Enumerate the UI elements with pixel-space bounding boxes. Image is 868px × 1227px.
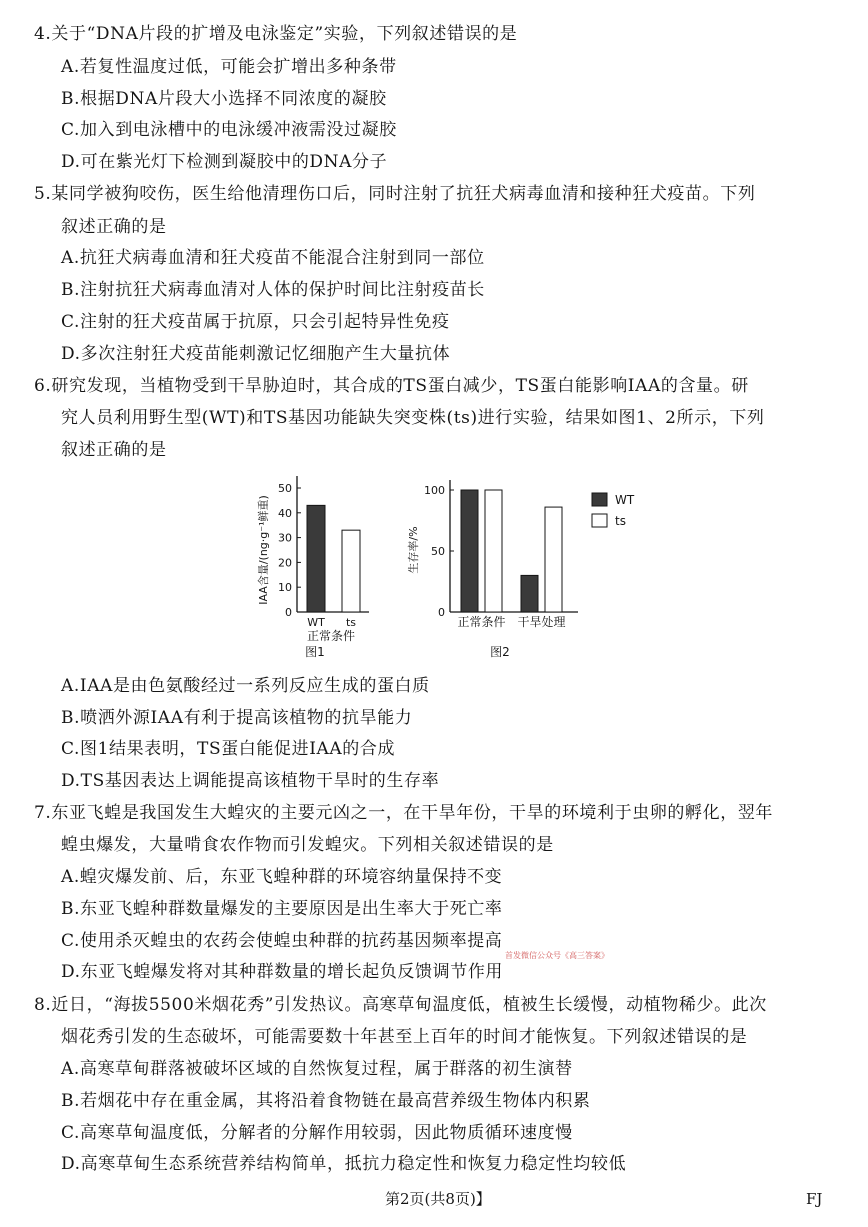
q4-stem: 4.关于“DNA片段的扩增及电泳鉴定”实验，下列叙述错误的是 xyxy=(34,24,518,44)
fig2-y-tick-label: 0 xyxy=(438,606,445,619)
q8-option-d: D.高寒草甸生态系统营养结构简单，抵抗力稳定性和恢复力稳定性均较低 xyxy=(61,1154,627,1174)
q7-stem-line1: 7.东亚飞蝗是我国发生大蝗灾的主要元凶之一，在干旱年份，干旱的环境利于虫卵的孵化，翌年 xyxy=(34,803,774,823)
q6-stem-line3: 叙述正确的是 xyxy=(61,440,167,460)
q6-figures xyxy=(245,468,665,668)
q6-option-d: D.TS基因表达上调能提高该植物干旱时的生存率 xyxy=(61,771,440,791)
fig2-y-tick-label: 100 xyxy=(424,484,445,497)
fig1-y-tick-label: 0 xyxy=(285,606,292,619)
fig1-y-tick-label: 20 xyxy=(278,556,292,570)
q8-stem-line2: 烟花秀引发的生态破坏，可能需要数十年甚至上百年的时间才能恢复。下列叙述错误的是 xyxy=(61,1027,748,1047)
legend-swatch-ts xyxy=(592,514,607,527)
q7-option-c: C.使用杀灭蝗虫的农药会使蝗虫种群的抗药基因频率提高 xyxy=(61,931,503,951)
fig2-caption: 图2 xyxy=(490,645,510,659)
q5-option-a: A.抗狂犬病毒血清和狂犬疫苗不能混合注射到同一部位 xyxy=(61,248,485,268)
legend-label-wt: WT xyxy=(615,493,635,507)
q7-option-d: D.东亚飞蝗爆发将对其种群数量的增长起负反馈调节作用 xyxy=(61,962,504,982)
q4-option-b: B.根据DNA片段大小选择不同浓度的凝胶 xyxy=(61,89,387,109)
fig1-y-tick-label: 10 xyxy=(278,581,292,595)
fig2-bar-ts xyxy=(485,490,502,612)
q4-option-c: C.加入到电泳槽中的电泳缓冲液需没过凝胶 xyxy=(61,120,397,140)
figure-2 xyxy=(406,480,635,659)
fig1-caption: 图1 xyxy=(305,645,325,659)
fig2-category-label: 正常条件 xyxy=(457,615,506,629)
q6-option-b: B.喷洒外源IAA有利于提高该植物的抗旱能力 xyxy=(61,708,413,728)
q4-option-a: A.若复性温度过低，可能会扩增出多种条带 xyxy=(61,57,397,77)
q6-stem-line2: 究人员利用野生型(WT)和TS基因功能缺失突变株(ts)进行实验，结果如图1、2所示，下列 xyxy=(61,408,765,428)
fig1-bar xyxy=(342,530,360,612)
fig2-category-label: 干旱处理 xyxy=(517,615,566,629)
fig1-bar xyxy=(307,505,325,612)
exam-code: FJ xyxy=(806,1190,823,1208)
fig2-bar-ts xyxy=(545,507,562,612)
page-number: 第2页(共8页)】 xyxy=(385,1190,491,1208)
fig1-y-tick-label: 40 xyxy=(278,506,292,520)
legend-label-ts: ts xyxy=(615,514,626,528)
fig1-y-tick-label: 30 xyxy=(278,531,292,545)
q4-option-d: D.可在紫光灯下检测到凝胶中的DNA分子 xyxy=(61,152,388,172)
q7-option-a: A.蝗灾爆发前、后，东亚飞蝗种群的环境容纳量保持不变 xyxy=(61,867,503,887)
legend-swatch-wt xyxy=(592,493,607,506)
q8-option-b: B.若烟花中存在重金属，其将沿着食物链在最高营养级生物体内积累 xyxy=(61,1091,591,1111)
q5-option-d: D.多次注射狂犬疫苗能刺激记忆细胞产生大量抗体 xyxy=(61,344,451,364)
q5-option-c: C.注射的狂犬疫苗属于抗原，只会引起特异性免疫 xyxy=(61,312,450,332)
q6-option-a: A.IAA是由色氨酸经过一系列反应生成的蛋白质 xyxy=(61,676,430,696)
fig2-bar-wt xyxy=(461,490,478,612)
fig1-category-label: WT xyxy=(307,616,325,629)
q5-option-b: B.注射抗狂犬病毒血清对人体的保护时间比注射疫苗长 xyxy=(61,280,485,300)
fig1-y-tick-label: 50 xyxy=(278,482,292,495)
fig1-condition-label: 正常条件 xyxy=(306,629,356,643)
fig2-y-axis-label: 生存率/% xyxy=(407,526,420,574)
q6-stem-line1: 6.研究发现，当植物受到干旱胁迫时，其合成的TS蛋白减少，TS蛋白能影响IAA的含量。研 xyxy=(34,376,749,396)
watermark: 首发微信公众号《高三答案》 xyxy=(505,951,609,960)
fig1-y-axis-label: IAA含量/(ng·g⁻¹鲜重) xyxy=(257,495,270,605)
q8-stem-line1: 8.近日，“海拔5500米烟花秀”引发热议。高寒草甸温度低，植被生长缓慢，动植物稀少。此次 xyxy=(34,995,767,1015)
figure-1 xyxy=(256,476,369,659)
q8-option-a: A.高寒草甸群落被破坏区域的自然恢复过程，属于群落的初生演替 xyxy=(61,1059,573,1079)
q8-option-c: C.高寒草甸温度低，分解者的分解作用较弱，因此物质循环速度慢 xyxy=(61,1123,573,1143)
q7-stem-line2: 蝗虫爆发，大量啃食农作物而引发蝗灾。下列相关叙述错误的是 xyxy=(61,835,554,855)
q5-stem-line2: 叙述正确的是 xyxy=(61,217,167,237)
q7-option-b: B.东亚飞蝗种群数量爆发的主要原因是出生率大于死亡率 xyxy=(61,899,503,919)
q5-stem-line1: 5.某同学被狗咬伤，医生给他清理伤口后，同时注射了抗狂犬病毒血清和接种狂犬疫苗。下列 xyxy=(34,184,756,204)
q6-option-c: C.图1结果表明，TS蛋白能促进IAA的合成 xyxy=(61,739,396,759)
fig2-y-tick-label: 50 xyxy=(431,545,445,558)
fig1-category-label: ts xyxy=(345,616,357,629)
fig2-bar-wt xyxy=(521,575,538,612)
